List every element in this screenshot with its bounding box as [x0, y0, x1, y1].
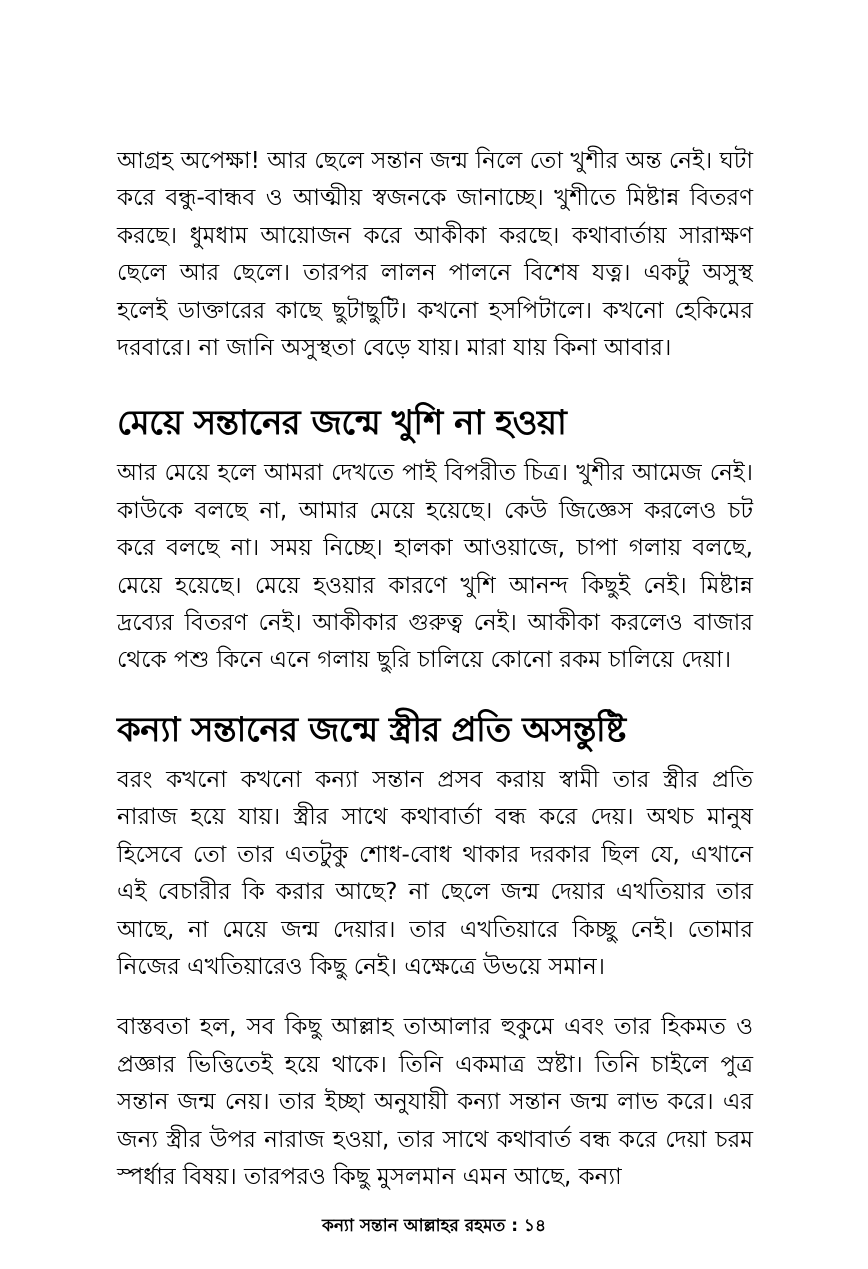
paragraph-son-birth-joy: আগ্রহ অপেক্ষা! আর ছেলে সন্তান জন্ম নিলে তো খুশীর অন্ত নেই। ঘটা করে বন্ধু-বান্ধব ও আত্মীয় স্বজনকে জানাচ্ছে। খুশীতে মিষ্টান্ন বিতরণ করছে। ধুমধাম আয়োজন করে আকীকা করছে। কথাবার্তায় সারাক্ষণ ছেলে আর ছেলে। তারপর লালন পালনে বিশেষ যত্ন। একটু অসুস্থ হলেই ডাক্তারের কাছে ছুটাছুটি। কখনো হসপিটালে। কখনো হেকিমের দরবারে। না জানি অসুস্থতা বেড়ে যায়। মারা যায় কিনা আবার।	[117, 148, 753, 362]
paragraph-daughter-birth: আর মেয়ে হলে আমরা দেখতে পাই বিপরীত চিত্র। খুশীর আমেজ নেই। কাউকে বলছে না, আমার মেয়ে হয়েছে। কেউ জিজ্ঞেস করলেও চট করে বলছে না। সময় নিচ্ছে। হালকা আওয়াজে, চাপা গলায় বলছে, মেয়ে হয়েছে। মেয়ে হওয়ার কারণে খুশি আনন্দ কিছুই নেই। মিষ্টান্ন দ্রব্যের বিতরণ নেই। আকীকার গুরুত্ব নেই। আকীকা করলেও বাজার থেকে পশু কিনে এনে গলায় ছুরি চালিয়ে কোনো রকম চালিয়ে দেয়া।	[117, 460, 753, 674]
page-footer: কন্যা সন্তান আল্লাহর রহমত : ১৪	[322, 1216, 546, 1236]
paragraph-wife-displeasure: বরং কখনো কখনো কন্যা সন্তান প্রসব করায় স্বামী তার স্ত্রীর প্রতি নারাজ হয়ে যায়। স্ত্রীর সাথে কথাবার্তা বন্ধ করে দেয়। অথচ মানুষ হিসেবে তো তার এতটুকু শোধ-বোধ থাকার দরকার ছিল যে, এখানে এই বেচারীর কি করার আছে? না ছেলে জন্ম দেয়ার এখতিয়ার তার আছে, না মেয়ে জন্ম দেয়ার। তার এখতিয়ারে কিচ্ছু নেই। তোমার নিজের এখতিয়ারেও কিছু নেই। এক্ষেত্রে উভয়ে সমান।	[117, 766, 753, 980]
paragraph-reality: বাস্তবতা হল, সব কিছু আল্লাহ তাআলার হুকুমে এবং তার হিকমত ও প্রজ্ঞার ভিত্তিতেই হয়ে থাকে। তিনি একমাত্র স্রষ্টা। তিনি চাইলে পুত্র সন্তান জন্ম নেয়। তার ইচ্ছা অনুযায়ী কন্যা সন্তান জন্ম লাভ করে। এর জন্য স্ত্রীর উপর নারাজ হওয়া, তার সাথে কথাবার্ত বন্ধ করে দেয়া চরম স্পর্ধার বিষয়। তারপরও কিছু মুসলমান এমন আছে, কন্যা	[117, 1014, 753, 1190]
page-body	[117, 143, 753, 1196]
section-heading-wife-displeasure: কন্যা সন্তানের জন্মে স্ত্রীর প্রতি অসন্তুষ্টি	[117, 709, 626, 750]
section-heading-daughter-birth: মেয়ে সন্তানের জন্মে খুশি না হওয়া	[117, 403, 567, 444]
